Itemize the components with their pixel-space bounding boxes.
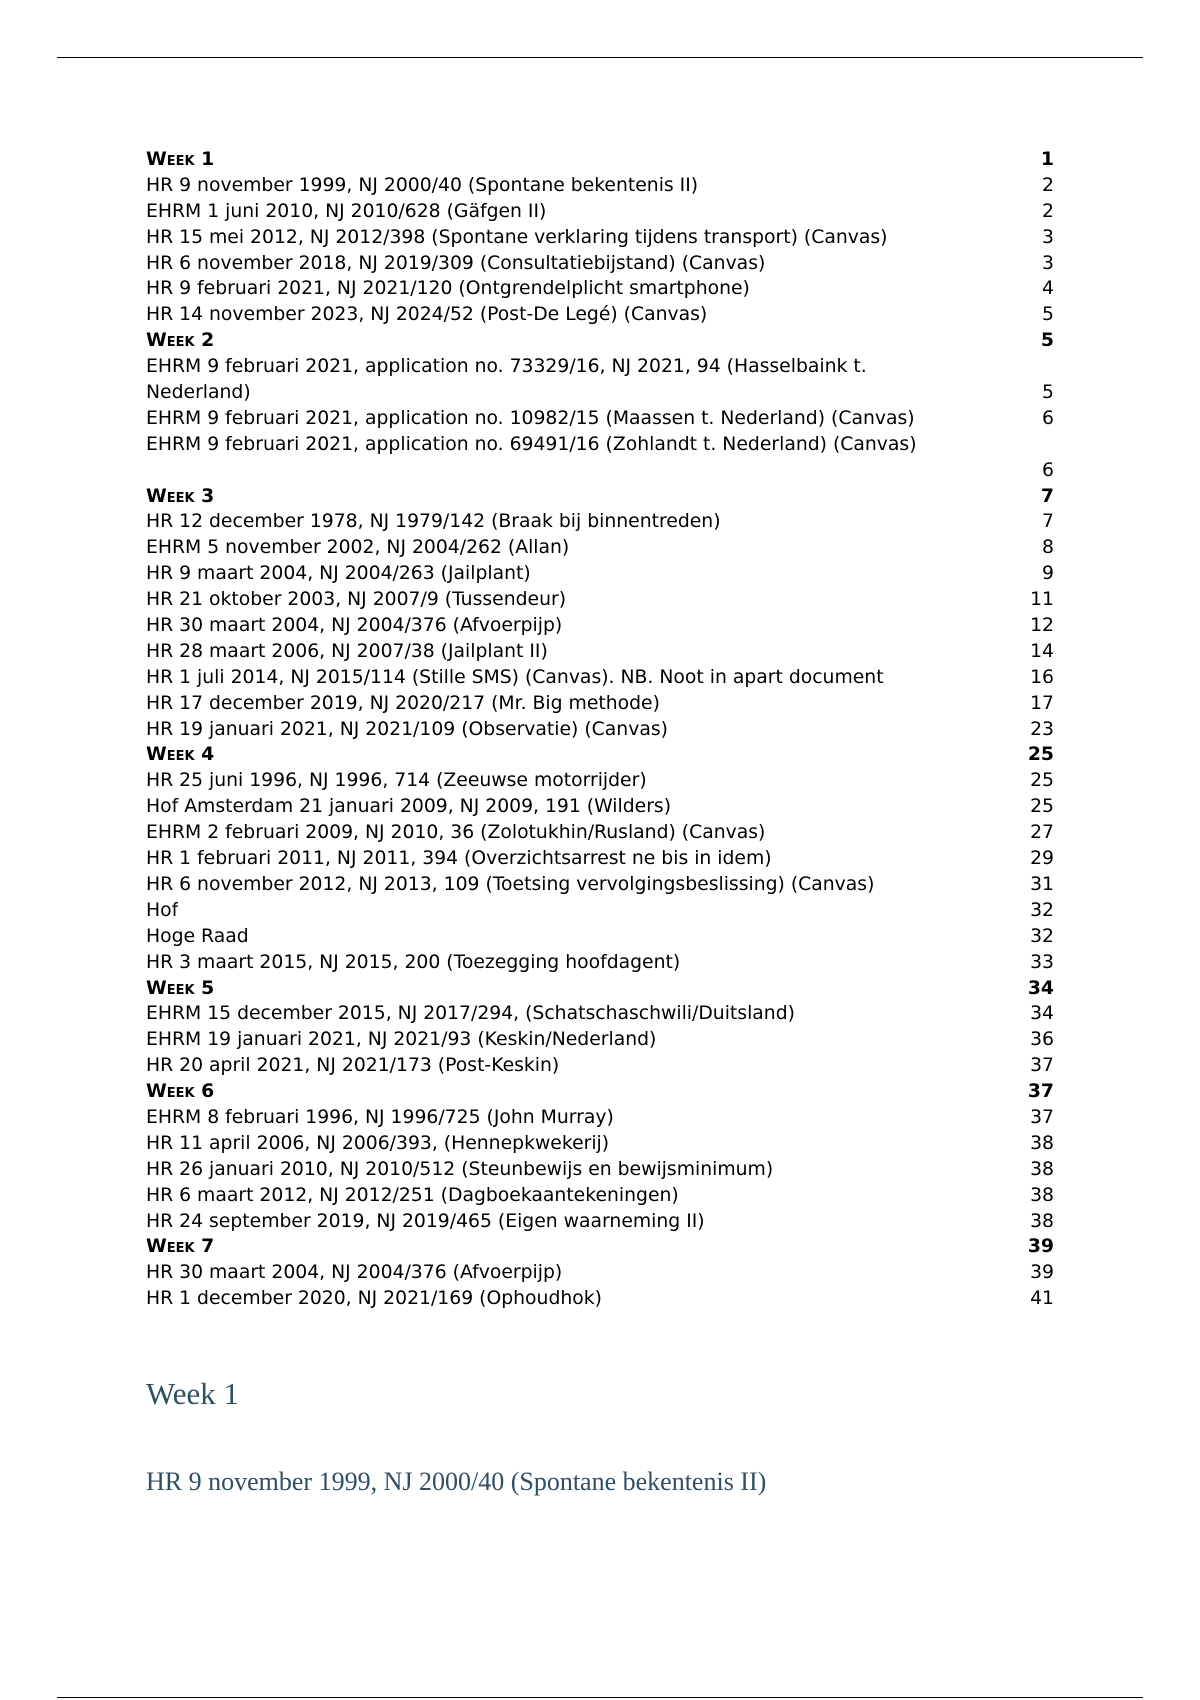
toc-page-number: 16 (1030, 666, 1054, 688)
toc-entry[interactable] (146, 820, 1054, 846)
toc-entry-title: HR 1 juli 2014, NJ 2015/114 (Stille SMS) (Canvas). NB. Noot in apart document (146, 666, 884, 688)
toc-entry-title: HR 21 oktober 2003, NJ 2007/9 (Tussendeur) (146, 589, 567, 611)
toc-entry[interactable] (146, 1027, 1054, 1053)
toc-entry-title: HR 15 mei 2012, NJ 2012/398 (Spontane verklaring tijdens transport) (Canvas) (146, 226, 888, 248)
toc-page-number: 1 (1040, 149, 1054, 170)
toc-entry[interactable] (146, 406, 1054, 432)
table-of-contents (146, 147, 1054, 1312)
toc-page-number: 14 (1030, 640, 1054, 662)
toc-week-heading[interactable] (146, 976, 1054, 1002)
toc-page-number: 5 (1040, 330, 1054, 352)
toc-entry-title: Week 7 (146, 1236, 215, 1258)
toc-entry-title: HR 28 maart 2006, NJ 2007/38 (Jailplant II) (146, 640, 548, 662)
toc-entry-title: HR 6 maart 2012, NJ 2012/251 (Dagboekaantekeningen) (146, 1184, 679, 1206)
toc-entry[interactable] (146, 561, 1054, 587)
toc-week-heading[interactable] (146, 1234, 1054, 1260)
toc-page-number: 41 (1030, 1288, 1054, 1310)
toc-entry[interactable] (146, 665, 1054, 691)
toc-entry-title: HR 20 april 2021, NJ 2021/173 (Post-Keskin) (146, 1055, 560, 1077)
toc-entry[interactable] (146, 924, 1054, 950)
top-rule (57, 57, 1143, 58)
toc-page-number: 11 (1030, 589, 1054, 611)
toc-entry-title: HR 6 november 2018, NJ 2019/309 (Consultatiebijstand) (Canvas) (146, 252, 766, 274)
toc-entry-title: HR 3 maart 2015, NJ 2015, 200 (Toezegging hoofdagent) (146, 951, 681, 973)
toc-page-number: 6 (1042, 459, 1054, 481)
toc-entry[interactable] (146, 691, 1054, 717)
toc-entry[interactable] (146, 380, 1054, 406)
toc-entry[interactable] (146, 794, 1054, 820)
toc-entry-title: HR 9 februari 2021, NJ 2021/120 (Ontgrendelplicht smartphone) (146, 278, 750, 300)
toc-page-number: 37 (1030, 1106, 1054, 1128)
toc-page-number: 7 (1042, 511, 1054, 533)
toc-entry-title: EHRM 9 februari 2021, application no. 10982/15 (Maassen t. Nederland) (Canvas) (146, 407, 915, 429)
toc-entry[interactable] (146, 639, 1054, 665)
toc-entry-title: EHRM 2 februari 2009, NJ 2010, 36 (Zolotukhin/Rusland) (Canvas) (146, 822, 766, 844)
toc-entry[interactable] (146, 302, 1054, 328)
toc-page-number: 38 (1030, 1158, 1054, 1180)
toc-entry[interactable] (146, 1131, 1054, 1157)
toc-entry-title: HR 30 maart 2004, NJ 2004/376 (Afvoerpijp) (146, 615, 563, 637)
toc-page-number: 27 (1030, 822, 1054, 844)
toc-entry[interactable] (146, 535, 1054, 561)
toc-page-number: 25 (1030, 796, 1054, 818)
toc-entry-title: HR 19 januari 2021, NJ 2021/109 (Observatie) (Canvas) (146, 718, 668, 740)
toc-page-number: 3 (1042, 226, 1054, 248)
toc-entry-title: EHRM 19 januari 2021, NJ 2021/93 (Keskin/Nederland) (146, 1029, 657, 1051)
toc-entry[interactable] (146, 199, 1054, 225)
toc-entry-title: EHRM 1 juni 2010, NJ 2010/628 (Gäfgen II) (146, 200, 547, 222)
toc-entry[interactable] (146, 613, 1054, 639)
toc-entry[interactable] (146, 717, 1054, 743)
toc-page-number: 23 (1030, 718, 1054, 740)
toc-entry-title: HR 9 november 1999, NJ 2000/40 (Spontane bekentenis II) (146, 174, 699, 196)
toc-entry[interactable] (146, 276, 1054, 302)
toc-entry[interactable] (146, 1286, 1054, 1312)
toc-entry-title: Hof Amsterdam 21 januari 2009, NJ 2009, 191 (Wilders) (146, 796, 672, 818)
toc-entry-title: HR 6 november 2012, NJ 2013, 109 (Toetsing vervolgingsbeslissing) (Canvas) (146, 873, 875, 895)
toc-entry-title: Week 4 (146, 744, 215, 766)
toc-entry-title: HR 9 maart 2004, NJ 2004/263 (Jailplant) (146, 563, 531, 585)
toc-week-heading[interactable] (146, 742, 1054, 768)
toc-page-number: 39 (1030, 1262, 1054, 1284)
toc-entry[interactable] (146, 1260, 1054, 1286)
toc-entry[interactable] (146, 872, 1054, 898)
toc-entry-title: HR 1 februari 2011, NJ 2011, 394 (Overzichtsarrest ne bis in idem) (146, 848, 772, 870)
toc-page-number: 8 (1042, 537, 1054, 559)
toc-entry[interactable] (146, 173, 1054, 199)
toc-entry-title: Nederland) (146, 382, 251, 404)
toc-page-number: 2 (1042, 200, 1054, 222)
bottom-rule (57, 1697, 1143, 1698)
toc-entry[interactable] (146, 354, 1054, 380)
toc-page-number: 6 (1042, 407, 1054, 429)
toc-entry-title: EHRM 5 november 2002, NJ 2004/262 (Allan) (146, 537, 570, 559)
toc-page-number: 38 (1030, 1210, 1054, 1232)
toc-entry[interactable] (146, 1183, 1054, 1209)
toc-entry[interactable] (146, 1157, 1054, 1183)
toc-page-number: 36 (1030, 1029, 1054, 1051)
toc-entry-title: HR 11 april 2006, NJ 2006/393, (Hennepkwekerij) (146, 1132, 610, 1154)
toc-entry-title: Week 6 (146, 1081, 215, 1103)
toc-page-number: 38 (1030, 1132, 1054, 1154)
toc-entry-title: EHRM 9 februari 2021, application no. 69491/16 (Zohlandt t. Nederland) (Canvas) (146, 433, 917, 455)
case-heading: HR 9 november 1999, NJ 2000/40 (Spontane bekentenis II) (146, 1467, 767, 1496)
toc-page-number: 37 (1027, 1081, 1054, 1103)
toc-page-number: 33 (1030, 951, 1054, 973)
toc-page-number: 5 (1042, 382, 1054, 404)
toc-entry[interactable] (146, 432, 1054, 458)
toc-page-number: 34 (1030, 1003, 1054, 1025)
toc-entry-title: Week 1 (146, 149, 215, 170)
toc-entry-title: HR 1 december 2020, NJ 2021/169 (Ophoudhok) (146, 1288, 602, 1310)
toc-page-number: 31 (1030, 873, 1054, 895)
toc-entry[interactable] (146, 1105, 1054, 1131)
toc-entry-title: EHRM 8 februari 1996, NJ 1996/725 (John Murray) (146, 1106, 614, 1128)
toc-page-number: 25 (1027, 744, 1054, 766)
toc-entry-title: Hoge Raad (146, 925, 249, 947)
toc-page-number: 34 (1027, 977, 1054, 999)
toc-entry[interactable] (146, 251, 1054, 277)
toc-entry-title: HR 12 december 1978, NJ 1979/142 (Braak bij binnentreden) (146, 511, 721, 533)
toc-entry[interactable] (146, 225, 1054, 251)
toc-entry-title: HR 14 november 2023, NJ 2024/52 (Post-De Legé) (Canvas) (146, 304, 708, 326)
toc-page-number: 37 (1030, 1055, 1054, 1077)
toc-entry-title: HR 26 januari 2010, NJ 2010/512 (Steunbewijs en bewijsminimum) (146, 1158, 774, 1180)
toc-week-heading[interactable] (146, 328, 1054, 354)
toc-page-number: 32 (1030, 899, 1054, 921)
toc-page-number: 29 (1030, 848, 1054, 870)
toc-page-number: 12 (1030, 615, 1054, 637)
toc-entry-title: Week 2 (146, 330, 215, 352)
toc-entry[interactable] (146, 587, 1054, 613)
toc-page-number: 9 (1042, 563, 1054, 585)
toc-week-heading[interactable] (146, 1079, 1054, 1105)
toc-page-number: 2 (1042, 174, 1054, 196)
toc-page-number: 5 (1042, 304, 1054, 326)
toc-page-number: 32 (1030, 925, 1054, 947)
toc-entry[interactable] (146, 768, 1054, 794)
toc-entry[interactable] (146, 846, 1054, 872)
toc-entry-title: HR 24 september 2019, NJ 2019/465 (Eigen waarneming II) (146, 1210, 705, 1232)
toc-page-number: 7 (1040, 485, 1054, 507)
section-heading-week-1: Week 1 (146, 1376, 240, 1411)
toc-entry[interactable] (146, 950, 1054, 976)
toc-entry-title: HR 30 maart 2004, NJ 2004/376 (Afvoerpijp) (146, 1262, 563, 1284)
toc-entry[interactable] (146, 458, 1054, 484)
toc-page-number: 39 (1027, 1236, 1054, 1258)
toc-page-number: 25 (1030, 770, 1054, 792)
toc-entry-title: Week 3 (146, 485, 215, 507)
toc-entry-title: EHRM 9 februari 2021, application no. 73329/16, NJ 2021, 94 (Hasselbaink t. (146, 356, 867, 378)
toc-entry[interactable] (146, 509, 1054, 535)
toc-entry-title: HR 17 december 2019, NJ 2020/217 (Mr. Big methode) (146, 692, 660, 714)
toc-entry[interactable] (146, 1001, 1054, 1027)
toc-entry-title: Week 5 (146, 977, 215, 999)
toc-entry[interactable] (146, 898, 1054, 924)
toc-entry-title: Hof (146, 899, 179, 921)
toc-entry-title: HR 25 juni 1996, NJ 1996, 714 (Zeeuwse motorrijder) (146, 770, 647, 792)
toc-entry-title: EHRM 15 december 2015, NJ 2017/294, (Schatschaschwili/Duitsland) (146, 1003, 795, 1025)
toc-week-heading[interactable] (146, 147, 1054, 173)
toc-week-heading[interactable] (146, 484, 1054, 510)
toc-entry[interactable] (146, 1053, 1054, 1079)
toc-page-number: 4 (1042, 278, 1054, 300)
toc-page-number: 38 (1030, 1184, 1054, 1206)
toc-page-number: 3 (1042, 252, 1054, 274)
toc-page-number: 17 (1030, 692, 1054, 714)
toc-entry[interactable] (146, 1209, 1054, 1235)
